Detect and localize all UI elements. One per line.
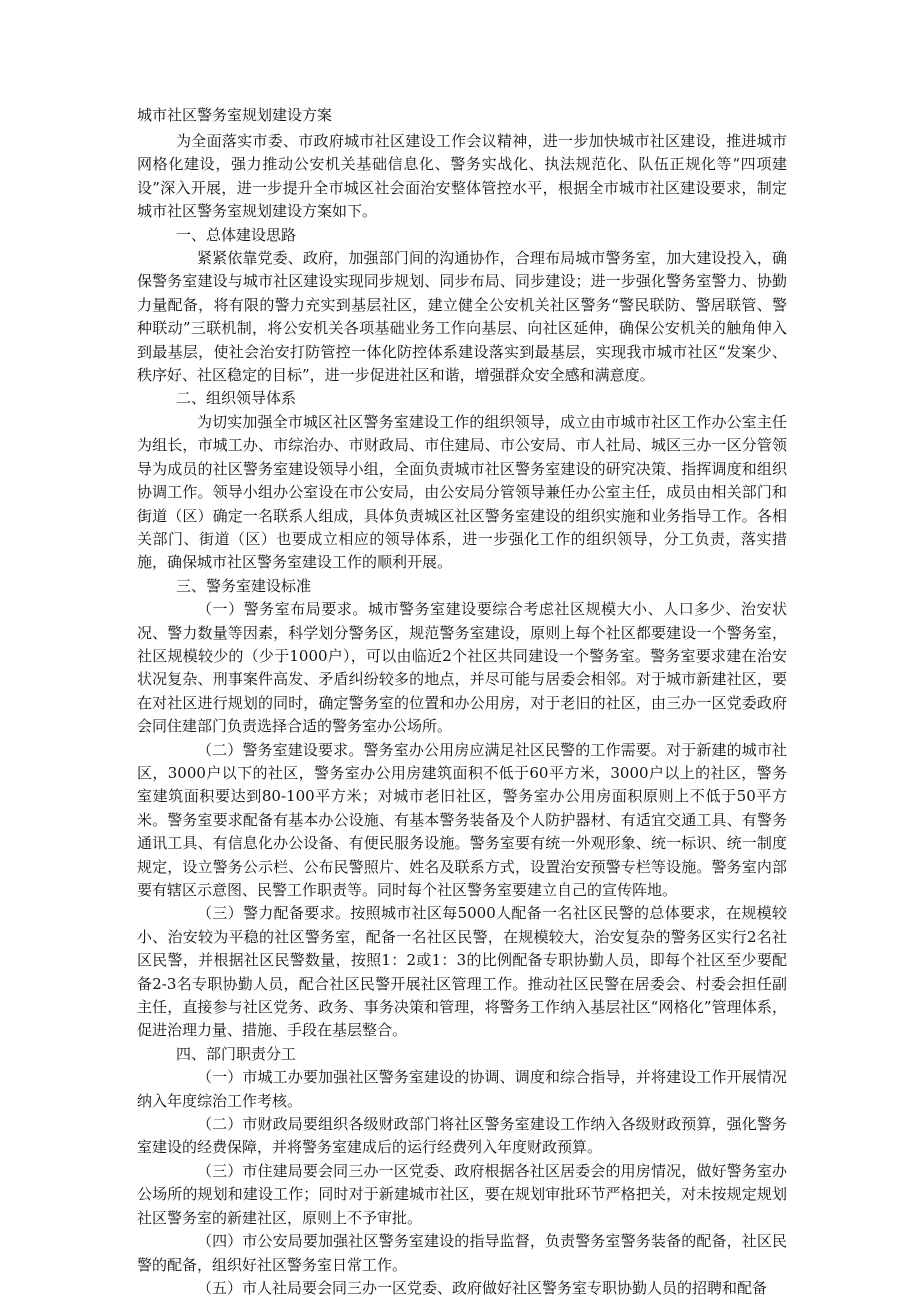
section-heading-2: 二、组织领导体系 xyxy=(176,389,297,408)
section-heading-3: 三、警务室建设标准 xyxy=(176,576,312,595)
paragraph-intro: 为全面落实市委、市政府城市社区建设工作会议精神，进一步加快城市社区建设，推进城市网格化建设，强力推动公安机关基础信息化、警务实战化、执法规范化、队伍正规化等“四项建设”深入开展，进一步提升全市城区社会面治安整体管控水平，根据全市城市社区建设要求，制定城市社区警务室规划建设方案如下。 xyxy=(137,132,787,221)
paragraph-4-3: （三）市住建局要会同三办一区党委、政府根据各社区居委会的用房情况，做好警务室办公场所的规划和建设工作；同时对于新建城市社区，要在规划审批环节严格把关，对未按规定规划社区警务室的新建社区，原则上不予审批。 xyxy=(137,1161,787,1227)
paragraph-4-1: （一）市城工办要加强社区警务室建设的协调、调度和综合指导，并将建设工作开展情况纳入年度综治工作考核。 xyxy=(137,1068,787,1110)
paragraph-3-2: （二）警务室建设要求。警务室办公用房应满足社区民警的工作需要。对于新建的城市社区，3000户以下的社区，警务室办公用房建筑面积不低于60平方米，3000户以上的社区，警务室建筑面积要达到80-100平方米；对城市老旧社区，警务室办公用房面积原则上不低于50平方米。警务室要求配备有基本办公设施、有基本警务装备及个人防护器材、有适宜交通工具、有警务通讯工具、有信息化办公设备、有便民服务设施。警务室要有统一外观形象、统一标识、统一制度规定，设立警务公示栏、公布民警照片、姓名及联系方式，设置治安预警专栏等设施。警务室内部要有辖区示意图、民警工作职责等。同时每个社区警务室要建立自己的宣传阵地。 xyxy=(137,740,787,899)
paragraph-3-1: （一）警务室布局要求。城市警务室建设要综合考虑社区规模大小、人口多少、治安状况、警力数量等因素，科学划分警务区，规范警务室建设，原则上每个社区都要建设一个警务室，社区规模较少的（少于1000户），可以由临近2个社区共同建设一个警务室。警务室要求建在治安状况复杂、刑事案件高发、矛盾纠纷较多的地点，并尽可能与居委会相邻。对于城市新建社区，要在对社区进行规划的同时，确定警务室的位置和办公用房，对于老旧的社区，由三办一区党委政府会同住建部门负责选择合适的警务室办公场所。 xyxy=(137,600,787,736)
document-body xyxy=(137,130,787,1300)
section-heading-4: 四、部门职责分工 xyxy=(176,1044,297,1063)
paragraph-3-3: （三）警力配备要求。按照城市社区每5000人配备一名社区民警的总体要求，在规模较小、治安较为平稳的社区警务室，配备一名社区民警，在规模较大，治安复杂的警务区实行2名社区民警，并根据社区民警数量，按照1：2或1：3的比例配备专职协勤人员，即每个社区至少要配备2-3名专职协勤人员，配合社区民警开展社区管理工作。推动社区民警在居委会、村委会担任副主任，直接参与社区党务、政务、事务决策和管理，将警务工作纳入基层社区“网格化”管理体系，促进治理力量、措施、手段在基层整合。 xyxy=(137,904,787,1040)
document-title: 城市社区警务室规划建设方案 xyxy=(137,106,333,124)
paragraph-4-4: （四）市公安局要加强社区警务室建设的指导监督，负责警务室警务装备的配备，社区民警的配备，组织好社区警务室日常工作。 xyxy=(137,1232,787,1274)
paragraph-4-5: （五）市人社局要会同三办一区党委、政府做好社区警务室专职协勤人员的招聘和配备 xyxy=(197,1278,768,1297)
paragraph-4-2: （二）市财政局要组织各级财政部门将社区警务室建设工作纳入各级财政预算，强化警务室建设的经费保障，并将警务室建成后的运行经费列入年度财政预算。 xyxy=(137,1115,787,1157)
section-heading-1: 一、总体建设思路 xyxy=(176,225,297,244)
paragraph-section-1: 紧紧依靠党委、政府，加强部门间的沟通协作，合理布局城市警务室，加大建设投入，确保警务室建设与城市社区建设实现同步规划、同步布局、同步建设；进一步强化警务室警力、协勤力量配备，将有限的警力充实到基层社区，建立健全公安机关社区警务“警民联防、警居联管、警种联动”三联机制，将公安机关各项基础业务工作向基层、向社区延伸，确保公安机关的触角伸入到最基层，使社会治安打防管控一体化防控体系建设落实到最基层，实现我市城市社区“发案少、秩序好、社区稳定的目标”，进一步促进社区和谐，增强群众安全感和满意度。 xyxy=(137,249,787,385)
paragraph-section-2: 为切实加强全市城区社区警务室建设工作的组织领导，成立由市城市社区工作办公室主任为组长，市城工办、市综治办、市财政局、市住建局、市公安局、市人社局、城区三办一区分管领导为成员的社区警务室建设领导小组，全面负责城市社区警务室建设的研究决策、指挥调度和组织协调工作。领导小组办公室设在市公安局，由公安局分管领导兼任办公室主任，成员由相关部门和街道（区）确定一名联系人组成，具体负责城区社区警务室建设的组织实施和业务指导工作。各相关部门、街道（区）也要成立相应的领导体系，进一步强化工作的组织领导，分工负责，落实措施，确保城市社区警务室建设工作的顺利开展。 xyxy=(137,412,787,572)
